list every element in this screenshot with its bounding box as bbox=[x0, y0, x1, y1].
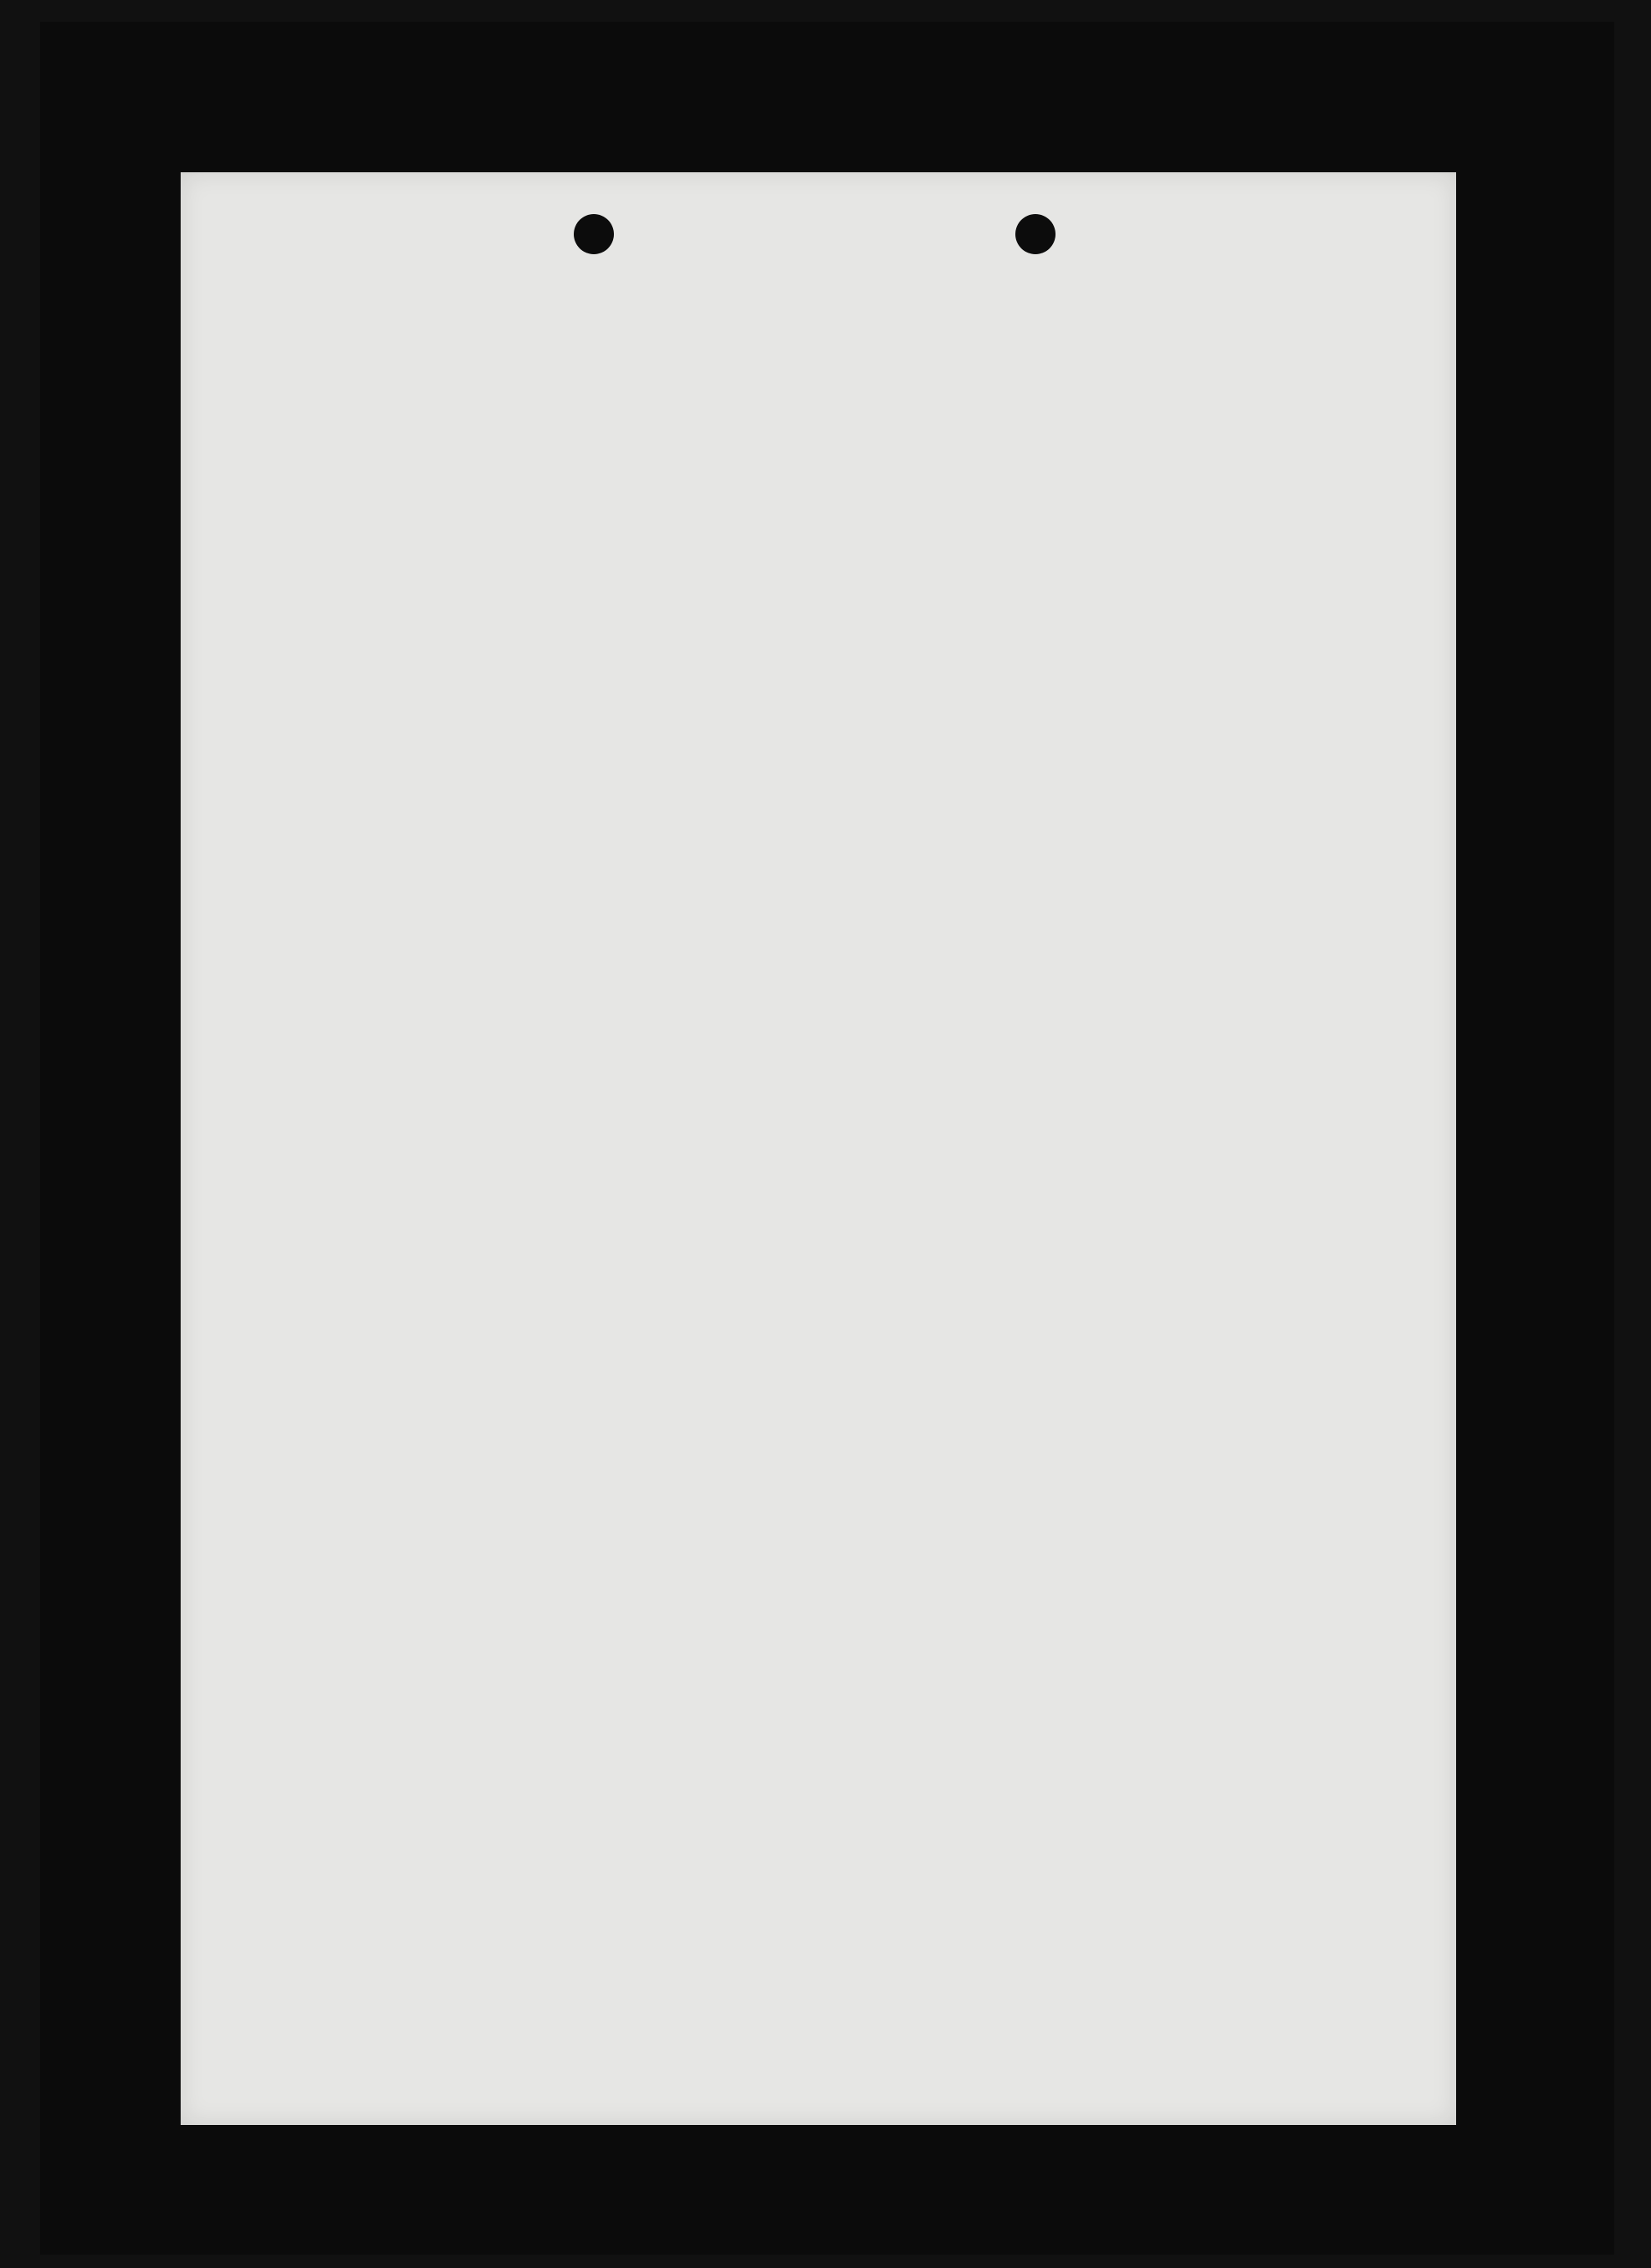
document-page bbox=[181, 172, 1456, 2125]
punch-hole bbox=[1015, 214, 1056, 254]
punch-hole bbox=[574, 214, 614, 254]
